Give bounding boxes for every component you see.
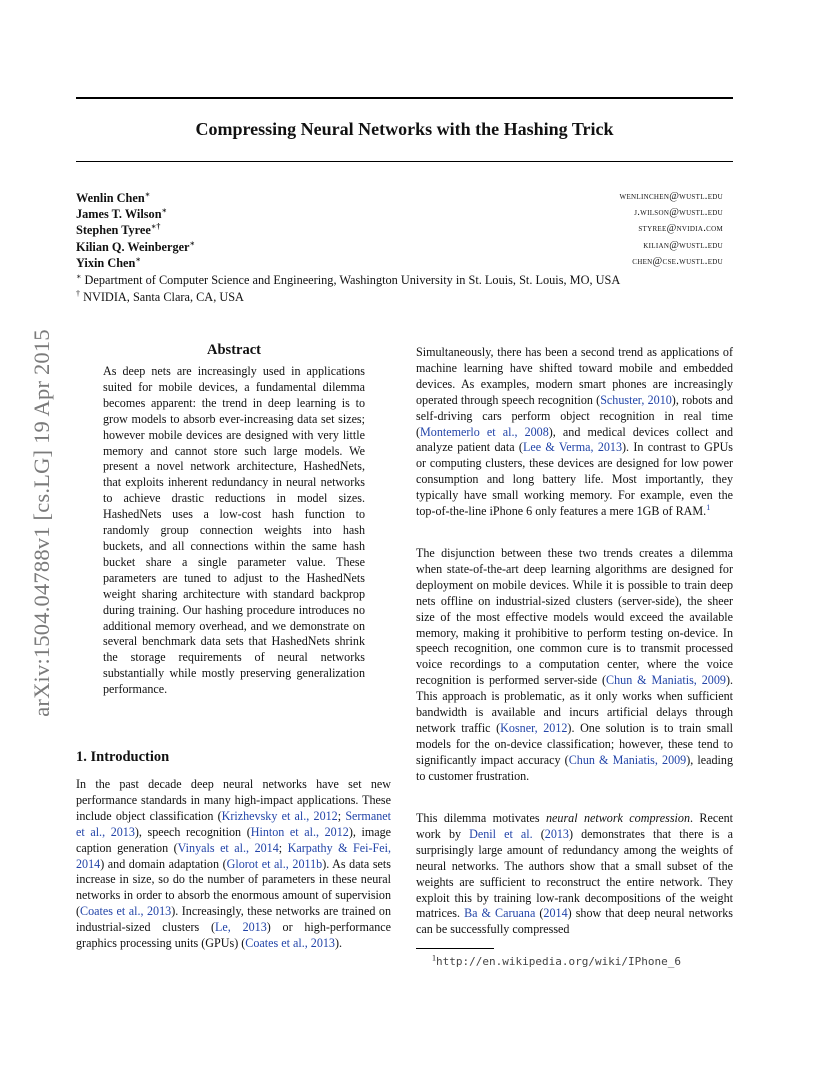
author-email: j.wilson@wustl.edu [634,207,723,219]
text-run: ), leading to customer frustration. [416,752,734,783]
text-run: ), and medical devices collect and analyze patient data ( [416,424,733,455]
abstract-text: As deep nets are increasingly used in applications suited for mobile devices, a fundamental dilemma becomes apparent: the trend in deep learning is to grow models to absorb ever-increasing data set sizes; however mobile devices are designed with very little memory and cannot store such large models. We present a novel network architecture, HashedNets, that exploits inherent redundancy in neural networks to achieve drastic reductions in model sizes. HashedNets uses a low-cost hash function to randomly group connection weights into hash buckets, and all connections within the same hash bucket share a single parameter value. These parameters are tuned to adjust to the HashedNets weight sharing architecture with standard backprop during training. Our hashing procedure introduces no additional memory overhead, and we demonstrate on several benchmark data sets that HashedNets shrink the storage requirements of neural networks substantially while mostly preserving generalization performance. [103,364,365,697]
text-run: ), speech recognition ( [134,824,251,839]
affiliation [76,273,620,288]
text-run: ) or high-performance graphics processing units (GPUs) ( [76,920,391,951]
citation-link[interactable]: Chun & Maniatis, 2009 [606,673,726,688]
citation-link[interactable]: Chun & Maniatis, 2009 [568,752,687,767]
arxiv-identifier[interactable]: arXiv:1504.04788v1 [cs.LG] 19 Apr 2015 [29,329,54,717]
text-run: . Recent work by [416,811,733,841]
text-run: ). One solution is to train small models for the on-device classification; however, these tend to significantly impact accuracy ( [416,720,733,767]
text-run: ) show that deep neural networks can be successfully compressed [416,906,733,937]
citation-link[interactable]: Schuster, 2010 [600,392,672,407]
affiliation-mark: ∗ [76,271,82,281]
text-run: ). As data sets increase in size, so do the number of parameters in these neural networks in order to absorb the enormous amount of supervision ( [76,856,391,919]
text-run: ). [334,936,343,951]
author-row [76,256,733,272]
text-run: ), image caption generation ( [76,824,392,855]
section-heading-introduction: 1. Introduction [76,749,170,765]
author-row [76,240,733,256]
author-email: kilian@wustl.edu [643,239,723,251]
text-run: ). This approach is problematic, as it only works when sufficient bandwidth is available and incurs artificial delays through network traffic ( [416,673,733,735]
text-run: ( [535,906,544,921]
intro-paragraph [76,777,391,952]
citation-link[interactable]: Coates et al., 2013 [245,936,335,951]
citation-link[interactable]: 2014 [543,906,568,921]
author-name: Stephen Tyree [76,223,151,238]
title-rule [76,161,733,162]
text-run: Simultaneously, there has been a second trend as applications of machine learning have shifted toward mobile and embedded devices. As examples, modern smart phones are increasingly operated through speech recognition ( [416,345,733,407]
citation-link[interactable]: 2013 [544,826,569,841]
citation-link[interactable]: Ba & Caruana [464,906,536,921]
citation-link[interactable]: Karpathy & Fei-Fei, 2014 [76,840,392,871]
citation-link[interactable]: Montemerlo et al., 2008 [420,424,549,439]
author-mark: ∗ [144,189,151,199]
footnote-url[interactable]: http://en.wikipedia.org/wiki/IPhone_6 [436,955,682,968]
affiliation-text: Department of Computer Science and Engineering, Washington University in St. Louis, St. Louis, MO, USA [84,273,621,287]
footnote-ref[interactable]: 1 [706,503,711,513]
top-rule [76,97,733,99]
author-email: chen@cse.wustl.edu [632,255,723,267]
footnote [432,955,681,968]
paper-title: Compressing Neural Networks with the Hashing Trick [195,119,614,139]
author-list [76,191,733,272]
affiliation [76,290,244,305]
author-mark: ∗ [135,254,141,264]
author-mark: ∗ [161,206,168,216]
citation-link[interactable]: Coates et al., 2013 [80,904,172,919]
footnote-mark: 1 [432,953,436,963]
text-run: ) and domain adaptation ( [100,856,227,871]
affiliation-mark: † [76,288,80,298]
author-name: James T. Wilson [76,207,162,222]
author-email: wenlinchen@wustl.edu [619,191,723,202]
citation-link[interactable]: Sermanet et al., 2013 [76,808,391,839]
author-email: styree@nvidia.com [638,223,723,235]
emphasis-text: neural network compression [546,811,690,825]
author-row [76,223,733,239]
body-paragraph [416,345,733,520]
body-paragraph [416,811,733,938]
text-run: The disjunction between these two trends creates a dilemma when state-of-the-art deep learning algorithms are designed for deployment on mobile devices. While it is possible to train deep nets offline on industrial-sized clusters (server-side), the sheer size of the most effective models would exceed the available memory, making it prohibitive to perform testing on-device. In speech recognition, one common cure is to transmit processed voice recordings to a computation center, where the voice recognition is performed server-side ( [416,546,733,688]
text-run: ). In contrast to GPUs or computing clusters, these devices are designed for low power consumption and long battery life. Most importantly, they typically have small working memory. For example, even the top-of-the-line iPhone 6 only features a mere 1GB of RAM. [416,440,734,519]
citation-link[interactable]: Krizhevsky et al., 2012 [221,808,338,823]
text-run: This dilemma motivates [416,811,546,825]
author-row [76,207,733,223]
citation-link[interactable]: Vinyals et al., 2014 [177,840,279,855]
footnote-rule [416,948,494,949]
citation-link[interactable]: Denil et al. [469,826,533,841]
text-run: ), robots and self-driving cars perform object recognition in real time ( [416,392,734,439]
author-name: Kilian Q. Weinberger [76,239,190,254]
text-run: ( [532,826,545,841]
citation-link[interactable]: Lee & Verma, 2013 [522,440,623,455]
author-name: Yixin Chen [76,255,136,270]
author-name: Wenlin Chen [76,191,145,205]
author-mark: ∗† [150,222,161,232]
citation-link[interactable]: Glorot et al., 2011b [226,856,323,871]
body-paragraph [416,546,733,785]
text-run: In the past decade deep neural networks have set new performance standards in many high-impact applications. These include object classification ( [76,777,391,823]
citation-link[interactable]: Kosner, 2012 [500,720,568,735]
abstract-heading: Abstract [207,342,261,358]
text-run: ; [337,808,346,823]
author-mark: ∗ [189,238,196,248]
text-run: ). Increasingly, these networks are trained on industrial-sized clusters ( [76,904,391,935]
affiliation-text: NVIDIA, Santa Clara, CA, USA [83,290,244,304]
citation-link[interactable]: Le, 2013 [215,920,267,935]
text-run: ) demonstrates that there is a surprisingly large amount of redundancy among the weights of neural networks. The authors show that a small subset of the weights are sufficient to reconstruct the entire network. They exploit this by training low-rank decompositions of the weight matrices. [416,826,733,921]
citation-link[interactable]: Hinton et al., 2012 [250,824,349,839]
author-row [76,191,733,207]
text-run: ; [278,840,288,855]
